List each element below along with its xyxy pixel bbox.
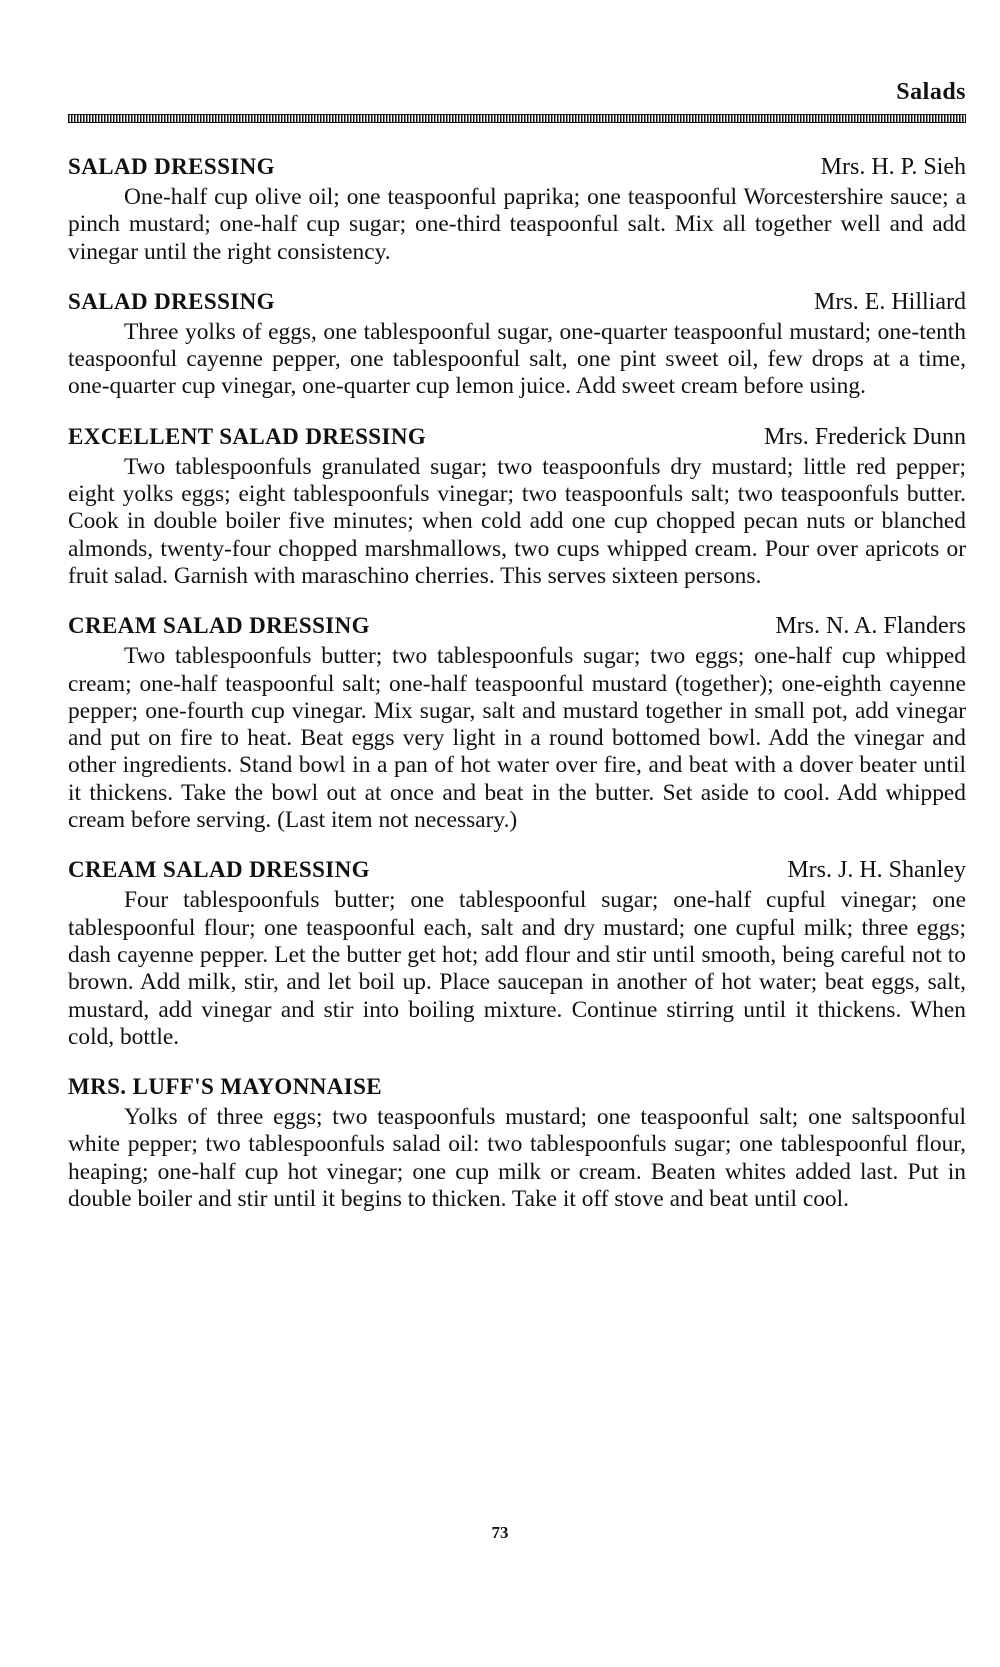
section-running-head: Salads <box>896 79 966 105</box>
recipe-title: CREAM SALAD DRESSING <box>68 613 370 639</box>
recipe-author: Mrs. E. Hilliard <box>814 288 966 315</box>
recipe-salad-dressing-hilliard <box>68 288 966 401</box>
recipe-salad-dressing-sieh <box>68 153 966 266</box>
recipe-body: One-half cup olive oil; one teaspoonful paprika; one teaspoonful Worcestershire sauce; a pinch mustard; one-half cup sugar; one-third teaspoonful salt. Mix all together well and add vinegar until the right consistency. <box>68 184 966 265</box>
recipe-body: Yolks of three eggs; two teaspoonfuls mustard; one teaspoonful salt; one saltspoonful white pepper; two tablespoonfuls salad oil: two tablespoonfuls sugar; one tablespoonful flour, heaping; one-half cup hot vinegar; one cup milk or cream. Beaten whites added last. Put in double boiler and stir until it begins to thicken. Take it off stove and beat until cool. <box>68 1104 966 1213</box>
recipe-cream-salad-dressing-flanders <box>68 612 966 834</box>
recipe-body: Four tablespoonfuls butter; one tablespoonful sugar; one-half cupful vinegar; one tablespoonful flour; one teaspoonful each, salt and dry mustard; one cupful milk; three eggs; dash cayenne pepper. Let the butter get hot; add flour and stir until smooth, being careful not to brown. Add milk, stir, and let boil up. Place saucepan in another of hot water; beat eggs, salt, mustard, add vinegar and stir into boiling mixture. Continue stirring until it thickens. When cold, bottle. <box>68 887 966 1050</box>
recipe-cream-salad-dressing-shanley <box>68 856 966 1051</box>
recipe-excellent-salad-dressing <box>68 423 966 590</box>
recipe-heading <box>68 1073 966 1101</box>
recipe-heading <box>68 612 966 640</box>
recipe-title: SALAD DRESSING <box>68 288 275 314</box>
recipe-heading <box>68 856 966 884</box>
recipe-title: EXCELLENT SALAD DRESSING <box>68 423 427 449</box>
recipe-heading <box>68 153 966 181</box>
page-number: 73 <box>491 1523 509 1542</box>
recipe-author: Mrs. Frederick Dunn <box>764 423 966 450</box>
recipe-title: SALAD DRESSING <box>68 154 275 179</box>
recipe-mrs-luffs-mayonnaise <box>68 1073 966 1213</box>
recipe-title: MRS. LUFF'S MAYONNAISE <box>68 1074 383 1100</box>
recipe-heading <box>68 423 966 451</box>
recipe-body: Three yolks of eggs, one tablespoonful sugar, one-quarter teaspoonful mustard; one-tenth teaspoonful cayenne pepper, one tablespoonful salt, one pint sweet oil, few drops at a time, one-quarter cup vinegar, one-quarter cup lemon juice. Add sweet cream before using. <box>68 318 966 400</box>
header-rule <box>68 114 966 123</box>
recipe-heading <box>68 288 966 316</box>
recipe-body: Two tablespoonfuls granulated sugar; two teaspoonfuls dry mustard; little red pepper; eight yolks eggs; eight tablespoonfuls vinegar; two teaspoonfuls salt; two teaspoonfuls butter. Cook in double boiler five minutes; when cold add one cup chopped pecan nuts or blanched almonds, twenty-four chopped marshmallows, two cups whipped cream. Pour over apricots or fruit salad. Garnish with maraschino cherries. This serves sixteen persons. <box>68 453 966 589</box>
recipe-author: Mrs. H. P. Sieh <box>820 154 966 180</box>
recipe-author: Mrs. J. H. Shanley <box>787 857 966 884</box>
cookbook-page <box>68 78 966 1235</box>
recipe-body: Two tablespoonfuls butter; two tablespoonfuls sugar; two eggs; one-half cup whipped cream; one-half teaspoonful salt; one-half teaspoonful mustard (together); one-eighth cayenne pepper; one-fourth cup vinegar. Mix sugar, salt and mustard together in small pot, add vinegar and put on fire to heat. Beat eggs very light in a round bottomed bowl. Add the vinegar and other ingredients. Stand bowl in a pan of hot water over fire, and beat with a dover beater until it thickens. Take the bowl out at once and beat in the butter. Set aside to cool. Add whipped cream before serving. (Last item not necessary.) <box>68 643 966 834</box>
recipe-author: Mrs. N. A. Flanders <box>775 613 966 640</box>
recipe-title: CREAM SALAD DRESSING <box>68 857 370 883</box>
